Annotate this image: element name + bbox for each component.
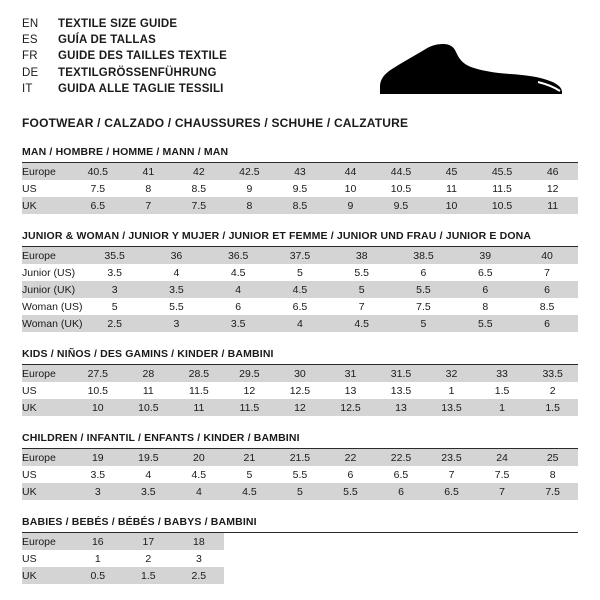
table-row bbox=[22, 449, 578, 466]
cell: 44.5 bbox=[376, 163, 427, 180]
cell: 3.5 bbox=[123, 483, 174, 500]
cell: 46 bbox=[527, 163, 578, 180]
table-row bbox=[22, 399, 578, 416]
cell: 10 bbox=[426, 197, 477, 214]
row-label: Woman (US) bbox=[22, 300, 83, 313]
cell: 8.5 bbox=[539, 300, 555, 313]
cell bbox=[426, 533, 477, 550]
language-code: EN bbox=[22, 18, 39, 30]
cell: 21.5 bbox=[275, 449, 326, 466]
cell: 12 bbox=[243, 384, 256, 397]
cell: 4.5 bbox=[269, 281, 331, 298]
cell: 11.5 bbox=[492, 182, 512, 195]
table-row bbox=[22, 382, 578, 399]
cell: 5 bbox=[393, 315, 455, 332]
cell bbox=[275, 533, 326, 550]
cell: 3 bbox=[84, 281, 146, 298]
cell: 41 bbox=[123, 163, 174, 180]
row-label: US bbox=[22, 552, 37, 565]
cell: 6.5 bbox=[292, 300, 308, 313]
cell: 1 bbox=[448, 384, 455, 397]
cell: 4.5 bbox=[331, 315, 393, 332]
cell: 17 bbox=[123, 533, 174, 550]
cell: 6.5 bbox=[477, 266, 493, 279]
cell bbox=[527, 550, 578, 567]
cell: 36 bbox=[146, 247, 208, 264]
language-row bbox=[22, 65, 227, 81]
cell: 25 bbox=[527, 449, 578, 466]
cell: 40.5 bbox=[73, 163, 124, 180]
table-row bbox=[22, 197, 578, 214]
table-row bbox=[22, 264, 578, 281]
cell: 4 bbox=[174, 483, 225, 500]
cell: 7 bbox=[123, 197, 174, 214]
cell: 8 bbox=[549, 468, 556, 481]
cell: 6.5 bbox=[393, 468, 409, 481]
cell: 8.5 bbox=[275, 197, 326, 214]
cell: 10.5 bbox=[390, 182, 412, 195]
cell: 1 bbox=[477, 399, 528, 416]
table-row bbox=[22, 483, 578, 500]
section-junior-woman bbox=[22, 230, 578, 332]
document-header bbox=[22, 16, 578, 102]
cell: 31.5 bbox=[376, 365, 427, 382]
cell: 7.5 bbox=[90, 182, 106, 195]
cell: 5 bbox=[246, 468, 253, 481]
cell: 28.5 bbox=[174, 365, 225, 382]
cell: 39 bbox=[454, 247, 516, 264]
cell: 5 bbox=[331, 281, 393, 298]
cell: 5.5 bbox=[454, 315, 516, 332]
cell: 9 bbox=[246, 182, 253, 195]
cell: 9.5 bbox=[376, 197, 427, 214]
cell: 3.5 bbox=[107, 266, 122, 279]
cell: 1.5 bbox=[123, 567, 174, 584]
cell: 45.5 bbox=[477, 163, 528, 180]
size-table-kids bbox=[22, 365, 578, 416]
cell: 12.5 bbox=[325, 399, 376, 416]
cell: 6 bbox=[235, 300, 242, 313]
language-code: ES bbox=[22, 34, 38, 47]
row-label: US bbox=[22, 384, 37, 397]
cell: 6 bbox=[454, 281, 516, 298]
cell: 24 bbox=[477, 449, 528, 466]
cell: 42 bbox=[174, 163, 225, 180]
cell: 3 bbox=[195, 552, 202, 565]
language-title: GUÍA DE TALLAS bbox=[58, 34, 156, 47]
cell: 5 bbox=[111, 300, 118, 313]
cell: 3 bbox=[73, 483, 124, 500]
cell: 11.5 bbox=[224, 399, 275, 416]
cell: 6 bbox=[516, 315, 578, 332]
language-row bbox=[22, 16, 227, 32]
cell: 19.5 bbox=[123, 449, 174, 466]
cell: 13 bbox=[344, 384, 357, 397]
size-table-junior-woman bbox=[22, 247, 578, 332]
cell: 3.5 bbox=[90, 468, 106, 481]
section-man bbox=[22, 146, 578, 214]
size-table-babies bbox=[22, 533, 578, 584]
cell bbox=[477, 567, 528, 584]
cell: 3 bbox=[146, 315, 208, 332]
cell bbox=[426, 567, 477, 584]
cell bbox=[325, 533, 376, 550]
cell: 7 bbox=[358, 300, 365, 313]
section-title: KIDS / NIÑOS / DES GAMINS / KINDER / BAMBINI bbox=[22, 348, 578, 365]
cell: 10.5 bbox=[477, 197, 528, 214]
cell: 1.5 bbox=[494, 384, 510, 397]
cell bbox=[224, 533, 275, 550]
row-label: Junior (UK) bbox=[22, 281, 84, 298]
cell bbox=[376, 567, 427, 584]
size-table-man bbox=[22, 163, 578, 214]
row-label: US bbox=[22, 182, 37, 195]
cell: 10 bbox=[73, 399, 124, 416]
cell: 11 bbox=[527, 197, 578, 214]
section-title: JUNIOR & WOMAN / JUNIOR Y MUJER / JUNIOR ET FEMME / JUNIOR UND FRAU / JUNIOR E DONA bbox=[22, 230, 578, 247]
cell bbox=[275, 567, 326, 584]
cell: 4.5 bbox=[191, 468, 207, 481]
cell bbox=[325, 567, 376, 584]
cell: 11 bbox=[174, 399, 225, 416]
cell: 8 bbox=[145, 182, 152, 195]
section-title: CHILDREN / INFANTIL / ENFANTS / KINDER / BAMBINI bbox=[22, 432, 578, 449]
cell: 4 bbox=[173, 266, 180, 279]
cell: 21 bbox=[224, 449, 275, 466]
cell: 1 bbox=[94, 552, 101, 565]
cell: 31 bbox=[325, 365, 376, 382]
cell: 16 bbox=[73, 533, 124, 550]
cell bbox=[527, 533, 578, 550]
row-label: Junior (US) bbox=[22, 266, 76, 279]
cell: 11 bbox=[446, 182, 457, 195]
cell: 29.5 bbox=[224, 365, 275, 382]
cell: 4.5 bbox=[224, 483, 275, 500]
cell: 4.5 bbox=[230, 266, 246, 279]
cell: 22 bbox=[325, 449, 376, 466]
cell: 22.5 bbox=[376, 449, 427, 466]
cell: 35.5 bbox=[84, 247, 146, 264]
language-code: FR bbox=[22, 50, 38, 63]
cell: 38.5 bbox=[393, 247, 455, 264]
category-line: FOOTWEAR / CALZADO / CHAUSSURES / SCHUHE / CALZATURE bbox=[22, 116, 409, 130]
cell: 44 bbox=[325, 163, 376, 180]
row-label: Europe bbox=[22, 163, 73, 180]
row-label: US bbox=[22, 468, 37, 481]
table-row bbox=[22, 365, 578, 382]
cell: 11.5 bbox=[189, 384, 209, 397]
section-title: MAN / HOMBRE / HOMME / MANN / MAN bbox=[22, 146, 578, 163]
cell: 0.5 bbox=[73, 567, 124, 584]
cell: 5.5 bbox=[393, 281, 455, 298]
section-babies bbox=[22, 516, 578, 584]
cell: 12 bbox=[546, 182, 559, 195]
cell: 6 bbox=[516, 281, 578, 298]
language-code: IT bbox=[22, 82, 33, 95]
dress-shoe-icon bbox=[370, 38, 570, 100]
cell: 7.5 bbox=[527, 483, 578, 500]
cell: 23.5 bbox=[426, 449, 477, 466]
table-row bbox=[22, 281, 578, 298]
cell: 6 bbox=[420, 266, 427, 279]
cell: 5.5 bbox=[325, 483, 376, 500]
cell: 7 bbox=[477, 483, 528, 500]
cell: 7.5 bbox=[174, 197, 225, 214]
cell: 12 bbox=[275, 399, 326, 416]
cell bbox=[224, 550, 275, 567]
row-label: UK bbox=[22, 483, 73, 500]
row-label: UK bbox=[22, 399, 73, 416]
cell: 12.5 bbox=[289, 384, 311, 397]
cell: 10.5 bbox=[123, 399, 174, 416]
cell: 6 bbox=[376, 483, 427, 500]
cell: 7 bbox=[448, 468, 455, 481]
cell: 38 bbox=[331, 247, 393, 264]
cell: 7.5 bbox=[416, 300, 431, 313]
row-label: UK bbox=[22, 567, 73, 584]
cell: 11 bbox=[142, 384, 154, 397]
table-row bbox=[22, 533, 578, 550]
row-label: UK bbox=[22, 197, 73, 214]
cell: 5.5 bbox=[292, 468, 308, 481]
cell: 8.5 bbox=[191, 182, 207, 195]
cell: 40 bbox=[516, 247, 578, 264]
cell: 18 bbox=[174, 533, 225, 550]
cell: 10.5 bbox=[87, 384, 109, 397]
cell: 5.5 bbox=[169, 300, 184, 313]
cell: 6 bbox=[347, 468, 354, 481]
language-title-list bbox=[22, 16, 227, 97]
cell bbox=[224, 567, 275, 584]
cell: 5 bbox=[297, 266, 303, 279]
row-label: Europe bbox=[22, 449, 73, 466]
cell: 19 bbox=[73, 449, 124, 466]
table-row bbox=[22, 550, 578, 567]
row-label: Europe bbox=[22, 247, 84, 264]
cell: 28 bbox=[123, 365, 174, 382]
cell: 6.5 bbox=[426, 483, 477, 500]
cell: 13.5 bbox=[426, 399, 477, 416]
language-row bbox=[22, 48, 227, 64]
cell: 36.5 bbox=[207, 247, 269, 264]
cell: 2 bbox=[145, 552, 152, 565]
cell: 30 bbox=[275, 365, 326, 382]
language-title: GUIDA ALLE TAGLIE TESSILI bbox=[58, 82, 224, 95]
cell: 4 bbox=[207, 281, 269, 298]
table-row bbox=[22, 298, 578, 315]
language-code: DE bbox=[22, 66, 39, 79]
cell bbox=[426, 550, 477, 567]
table-row bbox=[22, 163, 578, 180]
cell bbox=[477, 533, 528, 550]
row-label: Europe bbox=[22, 533, 73, 550]
cell bbox=[275, 550, 326, 567]
section-children bbox=[22, 432, 578, 500]
cell: 5 bbox=[275, 483, 326, 500]
cell: 43 bbox=[275, 163, 326, 180]
cell: 3.5 bbox=[207, 315, 269, 332]
language-title: TEXTILE SIZE GUIDE bbox=[58, 18, 178, 30]
size-table-children bbox=[22, 449, 578, 500]
cell: 4 bbox=[269, 315, 331, 332]
cell: 45 bbox=[426, 163, 477, 180]
language-row bbox=[22, 32, 227, 48]
cell: 13 bbox=[376, 399, 427, 416]
section-title: BABIES / BEBÉS / BÉBÉS / BABYS / BAMBINI bbox=[22, 516, 578, 533]
cell bbox=[477, 550, 528, 567]
cell: 5.5 bbox=[354, 266, 370, 279]
cell: 32 bbox=[426, 365, 477, 382]
language-title: GUIDE DES TAILLES TEXTILE bbox=[58, 50, 227, 63]
cell: 42.5 bbox=[224, 163, 275, 180]
table-row bbox=[22, 247, 578, 264]
cell: 27.5 bbox=[73, 365, 124, 382]
cell: 7.5 bbox=[494, 468, 510, 481]
language-row bbox=[22, 81, 227, 97]
cell: 33.5 bbox=[527, 365, 578, 382]
language-title: TEXTILGRÖSSENFÜHRUNG bbox=[58, 66, 217, 79]
cell: 7 bbox=[544, 266, 550, 279]
table-row bbox=[22, 180, 578, 197]
cell: 37.5 bbox=[269, 247, 331, 264]
section-kids bbox=[22, 348, 578, 416]
cell bbox=[325, 550, 376, 567]
table-row bbox=[22, 567, 578, 584]
cell bbox=[527, 567, 578, 584]
cell: 33 bbox=[477, 365, 528, 382]
cell: 8 bbox=[224, 197, 275, 214]
cell: 4 bbox=[145, 468, 152, 481]
cell: 9 bbox=[325, 197, 376, 214]
cell: 10 bbox=[344, 182, 357, 195]
table-row bbox=[22, 466, 578, 483]
cell: 8 bbox=[482, 300, 489, 313]
cell: 6.5 bbox=[73, 197, 124, 214]
cell bbox=[376, 533, 427, 550]
cell: 1.5 bbox=[527, 399, 578, 416]
cell bbox=[376, 550, 427, 567]
cell: 2.5 bbox=[84, 315, 146, 332]
table-row bbox=[22, 315, 578, 332]
cell: 13.5 bbox=[390, 384, 412, 397]
cell: 9.5 bbox=[292, 182, 308, 195]
cell: 3.5 bbox=[146, 281, 208, 298]
row-label: Europe bbox=[22, 365, 73, 382]
cell: 2 bbox=[549, 384, 556, 397]
cell: 2.5 bbox=[174, 567, 225, 584]
row-label: Woman (UK) bbox=[22, 315, 84, 332]
cell: 20 bbox=[174, 449, 225, 466]
